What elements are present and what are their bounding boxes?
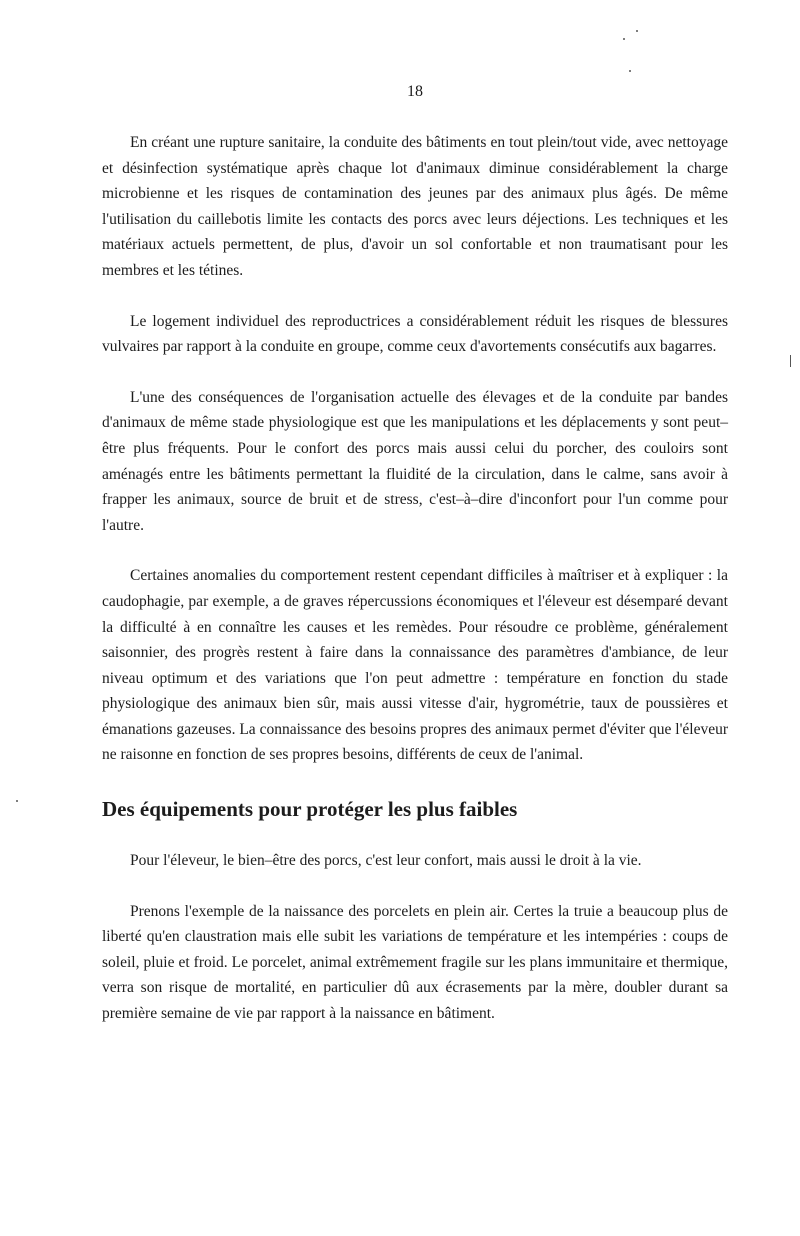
paragraph-organisation-consequences: L'une des conséquences de l'organisation actuelle des élevages et de la conduite par bandes d'animaux de même stade physiologique est que les manipulations et les déplacements y sont peut–être plus fréquents. Pour le confort des porcs mais aussi celui du porcher, des couloirs sont aménagés entre les bâtiments permettant la fluidité de la circulation, dans le calme, sans avoir à frapper les animaux, source de bruit et de stress, c'est–à–dire d'inconfort pour l'un comme pour l'autre.: [102, 388, 728, 534]
scan-speck: [629, 70, 631, 72]
document-body: [102, 130, 728, 1027]
scan-speck: [623, 38, 625, 40]
page-number: 18: [407, 83, 423, 100]
paragraph-right-to-life: Pour l'éleveur, le bien–être des porcs, c'est leur confort, mais aussi le droit à la vie.: [130, 852, 642, 870]
scan-speck: [16, 800, 18, 802]
scan-speck: [636, 30, 638, 32]
scan-speck: [790, 355, 791, 367]
paragraph-behaviour-anomalies: Certaines anomalies du comportement restent cependant difficiles à maîtriser et à expliquer : la caudophagie, par exemple, a de graves répercussions économiques et l'éleveur est désemparé devant la difficulté à en connaître les causes et les remèdes. Pour résoudre ce problème, généralement saisonnier, des progrès restent à faire dans la connaissance des paramètres d'ambiance, de leur niveau optimum et des variations que l'on peut admettre : température en fonction du stade physiologique des animaux bien sûr, mais aussi vitesse d'air, hygrométrie, taux de poussières et émanations gazeuses. La connaissance des besoins propres des animaux permet d'éviter que l'éleveur ne raisonne en fonction de ses propres besoins, différents de ceux de l'animal.: [102, 567, 728, 764]
paragraph-sanitary-rupture: En créant une rupture sanitaire, la conduite des bâtiments en tout plein/tout vide, avec nettoyage et désinfection systématique après chaque lot d'animaux diminue considérablement la charge microbienne et les risques de contamination des jeunes par des animaux plus âgés. De même l'utilisation du caillebotis limite les contacts des porcs avec leurs déjections. Les techniques et les matériaux actuels permettent, de plus, d'avoir un sol confortable et non traumatisant pour les membres et les tétines.: [102, 134, 728, 279]
paragraph-outdoor-farrowing: Prenons l'exemple de la naissance des porcelets en plein air. Certes la truie a beaucoup plus de liberté qu'en claustration mais elle subit les variations de température et les intempéries : coups de soleil, pluie et froid. Le porcelet, animal extrêmement fragile sur les plans immunitaire et thermique, verra son risque de mortalité, en particulier dû aux écrasements par la mère, doubler durant sa première semaine de vie par rapport à la naissance en bâtiment.: [102, 902, 728, 1023]
section-heading: Des équipements pour protéger les plus faibles: [102, 797, 518, 822]
paragraph-individual-housing: Le logement individuel des reproductrices a considérablement réduit les risques de blessures vulvaires par rapport à la conduite en groupe, comme ceux d'avortements consécutifs aux bagarres.: [102, 312, 728, 356]
